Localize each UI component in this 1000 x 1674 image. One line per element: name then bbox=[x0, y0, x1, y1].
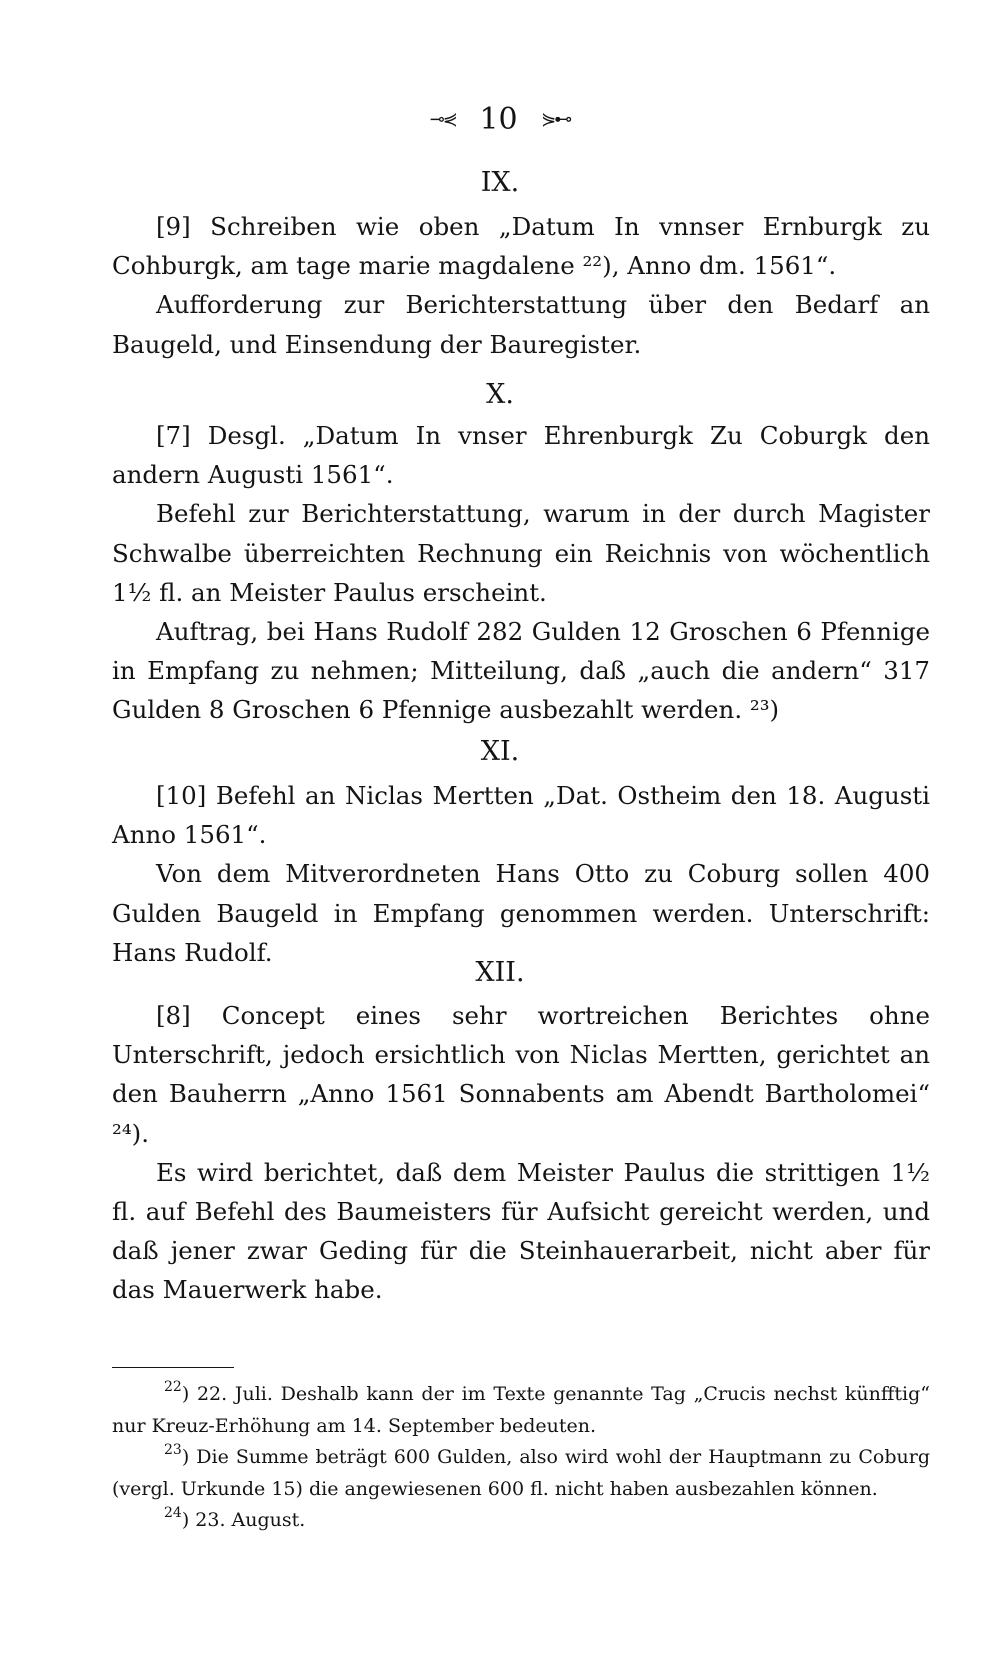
section-x-paragraph-2: Befehl zur Berichterstattung, warum in der durch Magister Schwalbe überreichten Rechnung ein Reichnis von wöchentlich 1½ fl. an Meister Paulus erscheint. bbox=[112, 499, 930, 607]
footnote-marker: 24 bbox=[164, 1505, 182, 1521]
section-xi-paragraph-2: Von dem Mitverordneten Hans Otto zu Coburg sollen 400 Gulden Baugeld in Empfang genommen werden. Unterschrift: Hans Rudolf. bbox=[112, 859, 930, 967]
section-x-paragraph-1: [7] Desgl. „Datum In vnser Ehrenburgk Zu Coburgk den andern Augusti 1561“. bbox=[112, 421, 930, 490]
footnote-text: ) Die Summe beträgt 600 Gulden, also wird wohl der Hauptmann zu Coburg (vergl. Urkunde 15) die angewiesenen 600 fl. nicht haben ausbezahlen können. bbox=[112, 1446, 930, 1500]
ornament-right-icon: ⋟⊷ bbox=[541, 109, 571, 130]
footnote-divider bbox=[112, 1367, 234, 1368]
footnote-marker: 22 bbox=[164, 1379, 182, 1395]
section-heading-xii: XII. bbox=[475, 957, 525, 988]
section-heading-ix: IX. bbox=[480, 167, 520, 198]
footnotes bbox=[112, 1379, 930, 1537]
page-header bbox=[0, 100, 1000, 140]
section-body-xi bbox=[112, 776, 930, 972]
section-xii-paragraph-1: [8] Concept eines sehr wortreichen Berichtes ohne Unterschrift, jedoch ersichtlich von Niclas Mertten, gerichtet an den Bauherrn „Anno 1561 Sonnabents am Abendt Bartholomei“ ²⁴). bbox=[112, 1001, 930, 1148]
section-x-paragraph-3: Auftrag, bei Hans Rudolf 282 Gulden 12 Groschen 6 Pfennige in Empfang zu nehmen; Mitteilung, daß „auch die andern“ 317 Gulden 8 Groschen 6 Pfennige ausbezahlt werden. ²³) bbox=[112, 617, 930, 725]
section-body-ix bbox=[112, 207, 930, 364]
section-heading-x: X. bbox=[486, 379, 514, 410]
footnote-23 bbox=[112, 1442, 930, 1505]
section-heading-xi: XI. bbox=[480, 736, 520, 767]
page-number: 10 bbox=[479, 102, 518, 137]
footnote-text: ) 23. August. bbox=[181, 1509, 306, 1531]
footnote-marker: 23 bbox=[164, 1442, 182, 1458]
footnote-24 bbox=[112, 1505, 930, 1537]
ornament-left-icon: ⊸⋞ bbox=[429, 109, 456, 130]
section-xii-paragraph-2: Es wird berichtet, daß dem Meister Paulus die strittigen 1½ fl. auf Befehl des Baumeisters für Aufsicht gereicht werden, und daß jener zwar Geding für die Steinhauerarbeit, nicht aber für das Mauerwerk habe. bbox=[112, 1157, 930, 1305]
section-xi-paragraph-1: [10] Befehl an Niclas Mertten „Dat. Ostheim den 18. Augusti Anno 1561“. bbox=[112, 781, 930, 850]
footnote-text: ) 22. Juli. Deshalb kann der im Texte genannte Tag „Crucis nechst künfftig“ nur Kreuz-Erhöhung am 14. September bedeuten. bbox=[112, 1383, 930, 1437]
section-ix-paragraph-1: [9] Schreiben wie oben „Datum In vnnser Ernburgk zu Cohburgk, am tage marie magdalene ²²), Anno dm. 1561“. bbox=[112, 212, 930, 281]
section-body-x bbox=[112, 416, 930, 730]
section-ix-paragraph-2: Aufforderung zur Berichterstattung über den Bedarf an Baugeld, und Einsendung der Bauregister. bbox=[112, 290, 930, 359]
section-body-xii bbox=[112, 996, 930, 1310]
footnote-22 bbox=[112, 1379, 930, 1442]
